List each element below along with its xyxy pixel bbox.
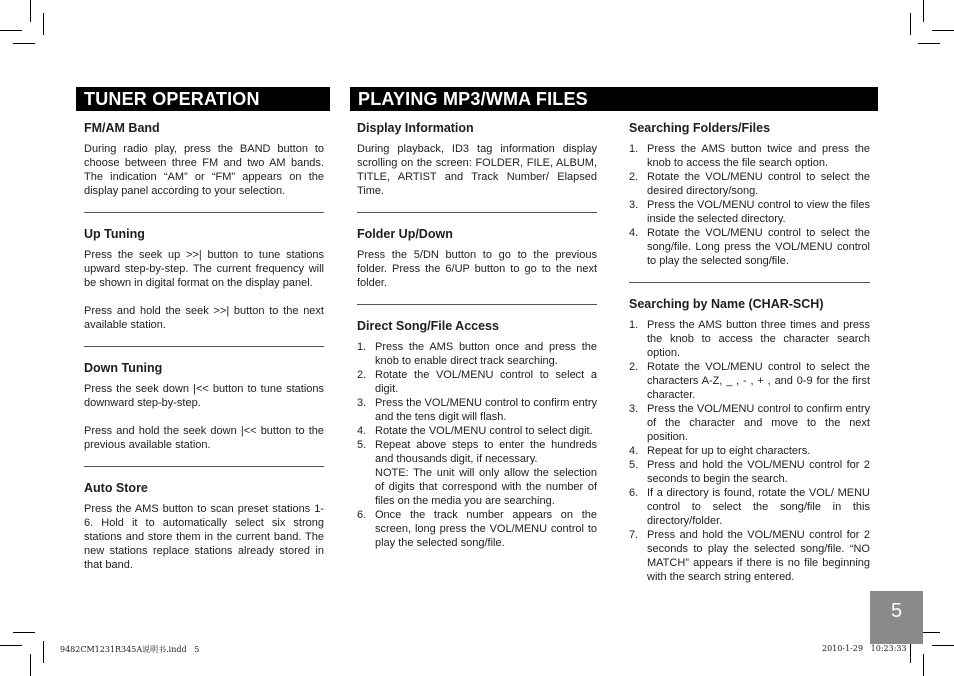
list-item: 4. Rotate the VOL/MENU control to select the song/file. Long press the VOL/MENU control to play the selected song/file. xyxy=(629,227,870,267)
divider xyxy=(357,304,597,305)
down-tuning-text: Press the seek down |<< button to tune stations downward step-by-step. xyxy=(84,383,324,409)
list-item: 4. Repeat for up to eight characters. xyxy=(629,445,811,457)
divider xyxy=(357,212,597,213)
mp3-title-bar: PLAYING MP3/WMA FILES xyxy=(350,87,878,111)
down-tuning-heading: Down Tuning xyxy=(84,361,163,375)
list-item: 2. Rotate the VOL/MENU control to select the characters A-Z, _ , - , + , and 0-9 for the first character. xyxy=(629,361,870,401)
down-tuning-text-hold: Press and hold the seek down |<< button to the previous available station. xyxy=(84,425,324,451)
list-item: 6. If a directory is found, rotate the VOL/ MENU control to select the song/file in this directory/folder. xyxy=(629,487,870,527)
list-item: 2. Rotate the VOL/MENU control to select the desired directory/song. xyxy=(629,171,870,197)
slug-filename: 9482CM1231R345A说明书.indd 5 xyxy=(60,645,200,654)
up-tuning-text-hold: Press and hold the seek >>| button to the next available station. xyxy=(84,305,324,331)
list-item: 6. Once the track number appears on the screen, long press the VOL/MENU control to play the selected song/file. xyxy=(357,509,597,549)
searching-name-heading: Searching by Name (CHAR-SCH) xyxy=(629,297,824,311)
folder-heading: Folder Up/Down xyxy=(357,227,453,241)
list-item: 5. Repeat above steps to enter the hundreds and thousands digit, if necessary. NOTE: The unit will only allow the selection of digits that correspond with the number of files on the media you are searching. xyxy=(357,439,597,507)
folder-text: Press the 5/DN button to go to the previous folder. Press the 6/UP button to go to the next folder. xyxy=(357,249,597,289)
crop-mark xyxy=(923,0,924,22)
list-item: 1. Press the AMS button once and press the knob to enable direct track searching. xyxy=(357,341,597,367)
crop-mark xyxy=(30,654,31,676)
list-item: 3. Press the VOL/MENU control to confirm entry and the tens digit will flash. xyxy=(357,397,597,423)
up-tuning-heading: Up Tuning xyxy=(84,227,145,241)
tuner-column xyxy=(84,121,324,572)
crop-mark xyxy=(0,30,22,31)
divider xyxy=(629,282,870,283)
crop-mark xyxy=(910,641,911,663)
list-item: 3. Press the VOL/MENU control to view the files inside the selected directory. xyxy=(629,199,870,225)
crop-mark xyxy=(910,13,911,35)
auto-store-heading: Auto Store xyxy=(84,481,148,495)
list-item: 3. Press the VOL/MENU control to confirm entry of the character and move to the next position. xyxy=(629,403,870,443)
crop-mark xyxy=(43,13,44,35)
list-item: 1. Press the AMS button three times and press the knob to access the character search option. xyxy=(629,319,870,359)
direct-access-heading: Direct Song/File Access xyxy=(357,319,499,333)
list-item: 7. Press and hold the VOL/MENU control for 2 seconds to play the selected song/file. “NO MATCH” appears if there is no file beginning with the search string entered. xyxy=(629,529,870,583)
crop-mark xyxy=(43,641,44,663)
list-item: 5. Press and hold the VOL/MENU control for 2 seconds to begin the search. xyxy=(629,459,870,485)
crop-mark xyxy=(30,0,31,22)
page-number: 5 xyxy=(870,591,923,644)
list-item: 2. Rotate the VOL/MENU control to select a digit. xyxy=(357,369,597,395)
slug-timestamp: 2010-1-29 10:23:33 xyxy=(822,644,907,653)
display-info-heading: Display Information xyxy=(357,121,474,135)
list-item: 1. Press the AMS button twice and press the knob to access the file search option. xyxy=(629,143,870,169)
display-info-text: During playback, ID3 tag information display scrolling on the screen: FOLDER, FILE, ALBUM, TITLE, ARTIST and Track Number/ Elapsed Time. xyxy=(357,143,597,197)
crop-mark xyxy=(0,645,22,646)
searching-folders-list xyxy=(629,142,870,268)
crop-mark xyxy=(13,43,35,44)
divider xyxy=(84,466,324,467)
fm-am-heading: FM/AM Band xyxy=(84,121,160,135)
fm-am-text: During radio play, press the BAND button to choose between three FM and two AM bands. The indication “AM” or “FM” appears on the display panel according to your selection. xyxy=(84,143,324,197)
list-item: 4. Rotate the VOL/MENU control to select digit. xyxy=(357,425,593,437)
searching-folders-heading: Searching Folders/Files xyxy=(629,121,771,135)
auto-store-text: Press the AMS button to scan preset stations 1-6. Hold it to automatically select six strong stations and store them in the current band. The new stations replace stations already stored in that band. xyxy=(84,503,324,571)
crop-mark xyxy=(932,30,954,31)
mp3-column-right xyxy=(629,121,870,584)
searching-name-list xyxy=(629,318,870,584)
divider xyxy=(84,212,324,213)
crop-mark xyxy=(923,654,924,676)
crop-mark xyxy=(932,645,954,646)
crop-mark xyxy=(13,632,35,633)
divider xyxy=(84,346,324,347)
note-text: NOTE: The unit will only allow the selection of digits that correspond with the number of files on the media you are searching. xyxy=(375,467,597,507)
mp3-column-left xyxy=(357,121,597,550)
tuner-title-bar: TUNER OPERATION xyxy=(76,87,330,111)
up-tuning-text: Press the seek up >>| button to tune stations upward step-by-step. The current frequency will be shown in digital format on the display panel. xyxy=(84,249,324,289)
direct-access-list xyxy=(357,340,597,550)
crop-mark xyxy=(918,43,940,44)
